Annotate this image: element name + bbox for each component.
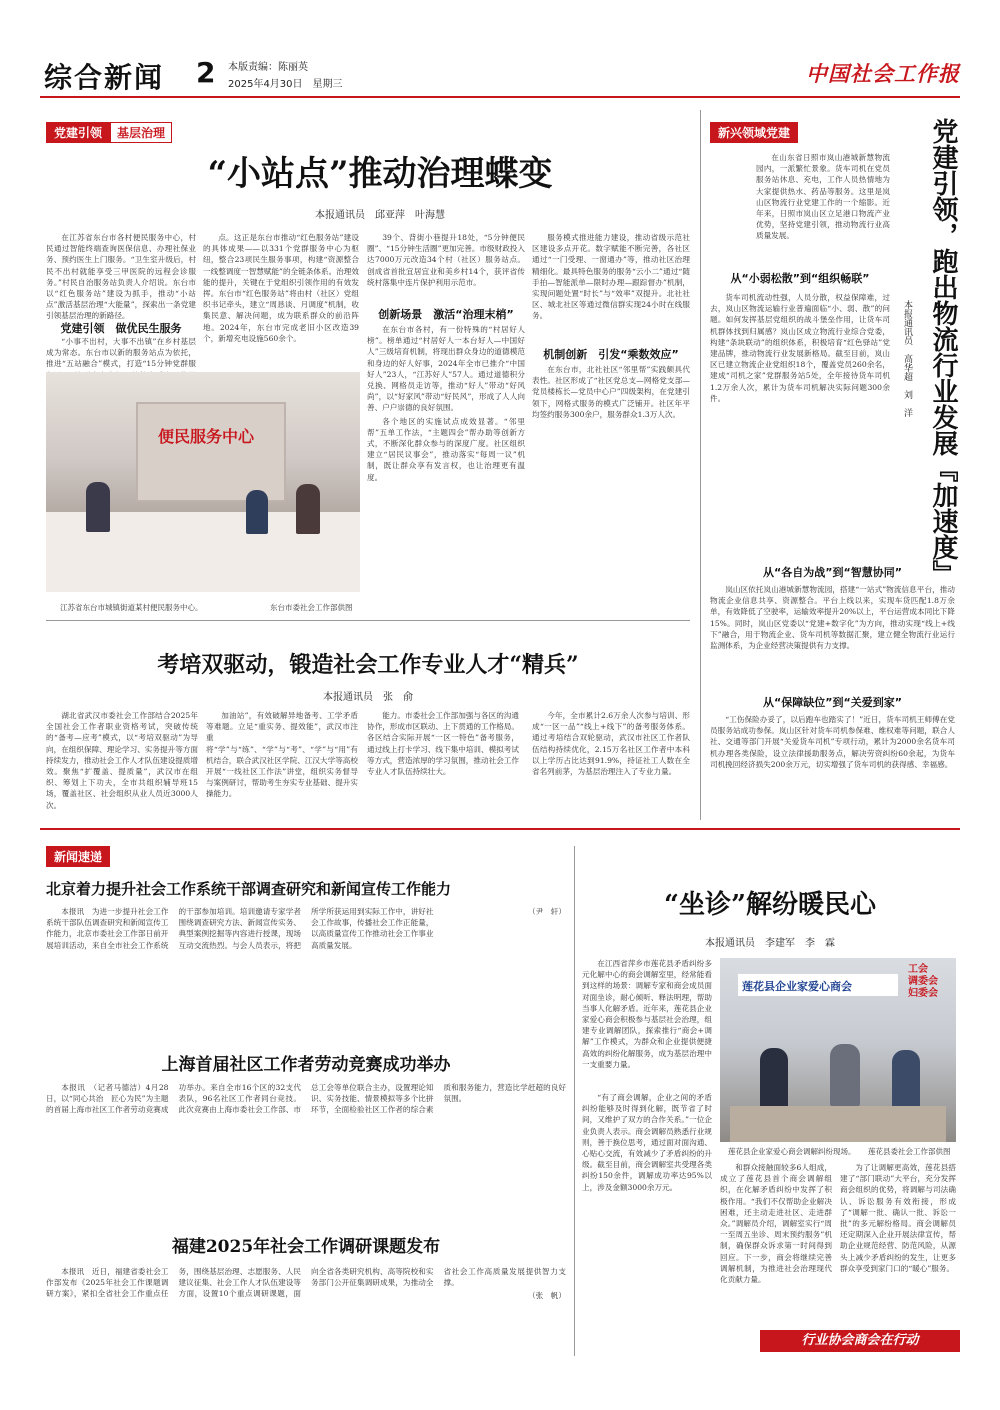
sidebar-p3 [710,714,955,820]
brief-b2-text: 本报讯 （记者马德洁）4月28日，以“同心共治 匠心为民”为主题的首届上海市社区工作者劳动竞赛成功举办。来自全市16个区的32支代表队，96名社区工作者同台竞技。此次竞赛由上海市委社会工作部、市总工会等单位联合主办，设置理论知识、实务技能、情景模拟等多个比拼环节，全面检验社区工作者的综合素质和服务能力，营造比学赶超的良好氛围。 [46,1083,566,1115]
story4-col4-text: 为了让调解更高效，莲花县搭建了“部门联动”大平台，充分发挥商会组织的优势，将调解与司法确认、诉讼服务有效衔接，形成了“调解一批、确认一批、诉讼一批”的多元解纷格局。商会调解员还定期深入企业开展法律宣传，帮助企业规范经营、防范风险，从源头上减少矛盾纠纷的发生，让更多群众享受到家门口的“暖心”服务。 [840,1163,956,1273]
story4-byline: 本报通讯员 李建军 李 霖 [705,938,835,949]
sidebar-divider [700,110,701,820]
masthead-rule [40,96,960,98]
tag-grassroots: 基层治理 [110,122,172,143]
subhead-1: 党建引领 做优民生服务 [60,322,182,335]
editor-line: 本版责编：陈丽英 [228,62,308,73]
sidebar-p1 [710,292,890,560]
photo-person [892,1050,920,1108]
photo-sign: 便民服务中心 [158,427,255,446]
photo-person [86,482,110,532]
story2-col4 [532,710,690,820]
brief-b3 [46,1266,566,1350]
photo-table [730,1106,946,1142]
story4-col1 [582,958,712,1088]
subhead-3: 机制创新 引发“乘数效应” [543,348,679,361]
photo-wall [136,402,286,502]
sidebar-p2-text: 岚山区依托岚山港城新慧物流园，搭建“一站式”物流信息平台，推动物流企业信息共享、资源整合。平台上线以来，实现车货匹配1.8万余单，有效降低了空驶率，运输效率提升20%以上，平台运营成本同比下降15%。同时，岚山区党委以“党建+数字化”为方向，推动实现“线上+线下”融合，用于物流企业、货车司机等数据汇聚，建立健全物流行业运行监测体系，为企业经营决策提供有力支撑。 [710,585,955,651]
photo-person [830,1044,860,1106]
sidebar-tag: 新兴领域党建 [710,122,798,143]
sidebar-subhead-3: 从“保障缺位”到“关爱到家” [763,696,902,709]
brief-b2 [46,1082,566,1192]
top-story-col3-text: 39个、背街小巷提升18处，“5分钟便民圈”、“15分钟生活圈”更加完善。市级财政投入达7000万元改造34个村（社区）服务站点。创成省首批宜居宜业和美乡村14个，获评省传统村落集中连片保护利用示范市。 [367,233,525,287]
bottom-rule [40,828,960,830]
sidebar-lead-text: 在山东省日照市岚山港城新慧物流园内，一派繁忙景象。货车司机在党员服务站休息、充电，工作人员热情地为大家提供热水、药品等服务。这里是岚山区物流行业党建工作的一个缩影。近年来，日照市岚山区立足港口物流产业优势，坚持党建引领，推动物流行业高质量发展。 [756,153,890,241]
section-title: 综合新闻 [44,61,165,94]
story4-col2-text: “有了商会调解，企业之间的矛盾纠纷能够及时得到化解，既节省了时间，又维护了双方的合作关系。”一位企业负责人表示。商会调解员熟悉行业规则，善于换位思考，通过面对面沟通、心贴心交流，有效减少了矛盾纠纷的升级。截至目前，商会调解室共受理各类纠纷150余件，调解成功率达95%以上，涉及金额3000余万元。 [582,1093,712,1192]
paper-logo: 中国社会工作报 [806,61,960,86]
story2-divider [46,620,690,621]
issue-weekday: 星期三 [312,79,343,90]
story4-photo-credit: 莲花县委社会工作部供图 [868,1147,951,1156]
bottom-banner [760,1330,960,1352]
story2-col4-text: 今年，全市累计2.6万余人次参与培训、形成“一区一品”“线上+线下”的备考服务体系。通过考培结合双轮驱动，武汉市社区工作者队伍结构持续优化，2.15万名社区工作者中本科以上学历占比达到91.9%，持证社工人数在全省名列前茅，为基层治理注入了专业力量。 [532,711,690,777]
story4-divider [574,846,575,1356]
date-line [228,75,343,90]
sidebar-byline: 本报通讯员 高华超 刘 洋 [902,300,912,417]
masthead [40,56,960,94]
news-brief-tag: 新闻速递 [46,846,110,867]
story4-col3-text: 和群众接触面较多6人组成，成立了莲花县首个商会调解组织，在化解矛盾纠纷中发挥了积极作用。“我们不仅帮助企业解决困难，还主动走进社区、走进群众。”调解员介绍，调解室实行“周一至周五坐诊、周末预约服务”机制，确保群众诉求第一时间得到回应。下一步，商会将继续完善调解机制，为推进社会治理现代化贡献力量。 [720,1163,832,1285]
sidebar-lead [756,152,890,258]
top-story-col1-text: 在江苏省东台市各村便民服务中心，村民通过智能终端查询医保信息、办理社保业务、预约医生上门服务。“卫生室升级后，村民不出村就能享受三甲医院的远程会诊服务。”村民自治服务站负责人介绍说。东台市以“红色服务站”建设为抓手，推动“小站点”激活基层治理“大能量”，探索出一条党建引领基层治理的新路径。 [46,233,196,321]
top-story-col1b [46,336,196,372]
photo-side-sign [908,964,938,1000]
story4-col1-text: 在江西省萍乡市莲花县矛盾纠纷多元化解中心的商会调解室里，经常能看到这样的场景：调解专家和商会成员面对面坐诊，耐心倾听、释法明理，帮助当事人化解矛盾。近年来，莲花县企业家爱心商会积极参与基层社会治理，组建专业调解团队，探索推行“商会+调解”工作模式，为群众和企业提供便捷高效的纠纷化解服务，成为基层治理中一支重要力量。 [582,959,712,1069]
photo-side-sign-2: 调委会 [908,976,938,987]
sidebar-p3-text: “工伤保险办妥了，以后跑车也踏实了！”近日，货车司机王师傅在党员服务站成功参保。岚山区针对货车司机参保难、维权难等问题，联合人社、交通等部门开展“关爱货车司机”专项行动，累计为2000余名货车司机办理各类保险，设立法律援助服务点，解决劳资纠纷60余起，为货车司机挽回经济损失200余万元，切实增强了货车司机的获得感、幸福感。 [710,715,955,769]
top-story-title: “小站点”推动治理蝶变 [207,154,553,194]
issue-date: 2025年4月30日 [228,79,303,90]
top-story-tags [46,122,172,143]
sidebar-subhead-1: 从“小弱松散”到“组织畅联” [730,272,870,285]
story2-col3 [367,710,519,820]
photo-side-sign-3: 妇委会 [908,988,938,999]
story4-photo-caption: 莲花县企业家爱心商会调解纠纷现场。 [728,1147,856,1156]
top-story-col4 [532,232,690,342]
tag-party-building: 党建引领 [46,122,110,143]
subhead-2: 创新场景 激活“治理末梢” [378,308,514,321]
story2-col1 [46,710,198,820]
top-story-col3c-text: 各个地区的实施试点成效显著。“邻里帮”五单工作法，“主题四会”帮办助等创新方式，不断深化群众参与的深度广度。社区组织建立“居民议事会”，推动落实“每周一议”机制，既让群众享有发言权，也让治理更有温度。 [367,416,525,482]
top-story-byline: 本报通讯员 邱亚萍 叶海慧 [315,210,445,221]
story2-col3-text: 能力。市委社会工作部加强与各区的沟通协作，形成市区联动、上下贯通的工作格局。各区结合实际开展“一区一特色”备考服务，通过线上打卡学习、线下集中培训、模拟考试等方式，营造浓厚的学习氛围，推动社会工作专业人才队伍持续壮大。 [367,711,519,777]
brief-b3-text: 本报讯 近日，福建省委社会工作部发布《2025年社会工作课题调研方案》，紧扣全省社会工作重点任务，围绕基层治理、志愿服务、人民建议征集、社会工作人才队伍建设等方面，设置10个重点调研课题，面向全省各类研究机构、高等院校和实务部门公开征集调研成果，为推动全省社会工作高质量发展提供智力支撑。 [46,1267,566,1299]
top-story-col4c [532,364,690,614]
page-number: 2 [196,56,216,89]
brief-h2: 上海首届社区工作者劳动竞赛成功举办 [161,1055,451,1075]
photo-person [246,490,268,534]
story2-title: 考培双驱动，锻造社会工作专业人才“精兵” [157,652,579,678]
top-photo-credit: 东台市委社会工作部供图 [270,603,353,612]
bottom-banner-text: 行业协会商会在行动 [801,1333,919,1348]
brief-b1-text: 本报讯 为进一步提升社会工作系统干部队伍调查研究和新闻宣传工作能力，北京市委社会工作部日前开展培训活动，来自全市社会工作系统的干部参加培训。培训邀请专家学者围绕调查研究方法、新闻宣传实务、典型案例挖掘等内容进行授课，现场互动交流热烈。与会人员表示，将把所学所获运用到实际工作中，讲好社会工作故事，传播社会工作正能量，以高质量宣传工作推动社会工作事业高质量发展。 [46,907,434,950]
brief-h3: 福建2025年社会工作调研课题发布 [171,1237,441,1257]
story4-col3 [720,1162,832,1352]
story4-title: “坐诊”解纷暖民心 [664,890,876,920]
brief-h1: 北京着力提升社会工作系统干部调查研究和新闻宣传工作能力 [46,880,452,898]
top-story-col3b [367,324,525,614]
top-story-col3 [367,232,525,302]
photo-banner-text: 莲花县企业家爱心商会 [742,980,852,993]
top-story-col3b-text: 在东台市各村，有一份特殊的“村居好人榜”。榜单通过“村居好人一本台好人—中国好人”三级培育机制，将现出群众身边的道德模范和身边的好人好事，2024年全市已推介“中国好人”23人，“江苏好人”57人。通过道德积分兑换、网格员走访等，推动“好人”带动“好风尚”，以“好家风”带动“好民风”，形成了人人向善、户户崇德的良好氛围。 [367,325,525,413]
story4-col4 [840,1162,956,1322]
photo-side-sign-1: 工会 [908,964,928,975]
top-story-col4-text: 服务模式推进能力建设，推动省级示范社区建设多点开花。数字赋能不断完善，各社区通过“一门受理、一窗通办”等，推动社区治理精细化。最具特色服务的服务“云小二”通过“随手拍—智能派单—限时办理—跟踪督办”机制，实现问题处置“时长”与“效率”双提升。北社社区、城北社区等通过微信群实现24小时在线服务。 [532,233,690,321]
story2-byline: 本报通讯员 张 俞 [323,692,413,703]
photo-person [760,1048,788,1108]
brief-b1-sign: （尹 轩） [528,907,566,916]
top-story-col2 [203,232,359,372]
brief-b3-sign: （张 帆） [528,1291,566,1301]
top-photo-caption: 江苏省东台市城镇街道某村便民服务中心。 [60,603,203,612]
story4-photo [720,958,956,1142]
story4-col2 [582,1092,712,1352]
story2-col2 [206,710,358,820]
sidebar-p2 [710,584,955,690]
sidebar-subhead-2: 从“各自为战”到“智慧协同” [763,566,902,579]
top-story-col2-text: 点。这正是东台市推动“红色服务站”建设的具体成果——以331个党群服务中心为枢纽，整合23项民生服务事项，构建“资源整合一线整调度一智慧赋能”的全链条体系。治理效能的提升，关键在于党组织引领作用的有效发挥。东台市“红色服务站”将由村（社区）党组织书记牵头，建立“周恳谈、月调度”机制，收集民意、解决问题，成为联系群众的前沿阵地。2024年，东台市完成老旧小区改造39个，新增充电设施560余个。 [203,233,359,343]
sidebar-p1-text: 货车司机流动性强，人员分散，权益保障难，过去，岚山区物流运输行业普遍面临“小、弱、散”的问题。如何发挥基层党组织的战斗堡垒作用，让货车司机群体找到归属感？岚山区成立物流行业综合党委，构建“条块联动”的组织体系，积极培育“红色驿站”党建品牌，推动物流行业发展新格局。截至目前，岚山区已建立物流企业党组织18个，覆盖党员260余名，建成“司机之家”党群服务站5处，全年接待货车司机1.2万余人次，累计为货车司机解决实际问题300余件。 [710,293,890,403]
top-story-col1b-text: “小事不出村，大事不出镇”在乡村基层成为常态。东台市以新的服务站点为依托，推进“五站融合”模式，打造“15分钟党群服 [46,337,196,369]
story2-col1-text: 湖北省武汉市委社会工作部结合2025年全国社会工作者职业资格考试，突破传统的“备考—应考”模式，以“考培双驱动”为导向，在组织保障、理论学习、实务提升等方面持续发力，推动社会工作人才队伍建设提质增效。聚焦“扩覆盖、提质量”，武汉市在组织、筹划上下功夫，全市共组织辅导班15场，覆盖社区、社会组织从业人员近3000人次。 [46,711,198,810]
photo-person [296,484,320,534]
brief-b1 [46,906,566,966]
top-story-col4c-text: 在东台市，北社社区“邻里帮”实践颇具代表性。社区形成了“社区党总支—网格党支部—党员楼栋长—党员中心户”四级架构，在党建引领下，网格式服务的模式广泛铺开。社区年平均签约服务300余户，服务群众1.3万人次。 [532,365,690,419]
sidebar-title: 党建引领，跑出物流行业发展『加速度』 [928,118,958,586]
top-story-photo [46,372,360,592]
story2-col2-text: 加油站”，有效破解异地备考、工学矛盾等难题。立足“重实务、提效能”，武汉市注重将“学”与“练”、“学”与“考”、“学”与“用”有机结合，联合武汉社区学院、江汉大学等高校开展“一线社区工作法”讲堂，组织实务督导与案例研讨，帮助考生夯实专业基础、提升实操能力。 [206,711,358,799]
